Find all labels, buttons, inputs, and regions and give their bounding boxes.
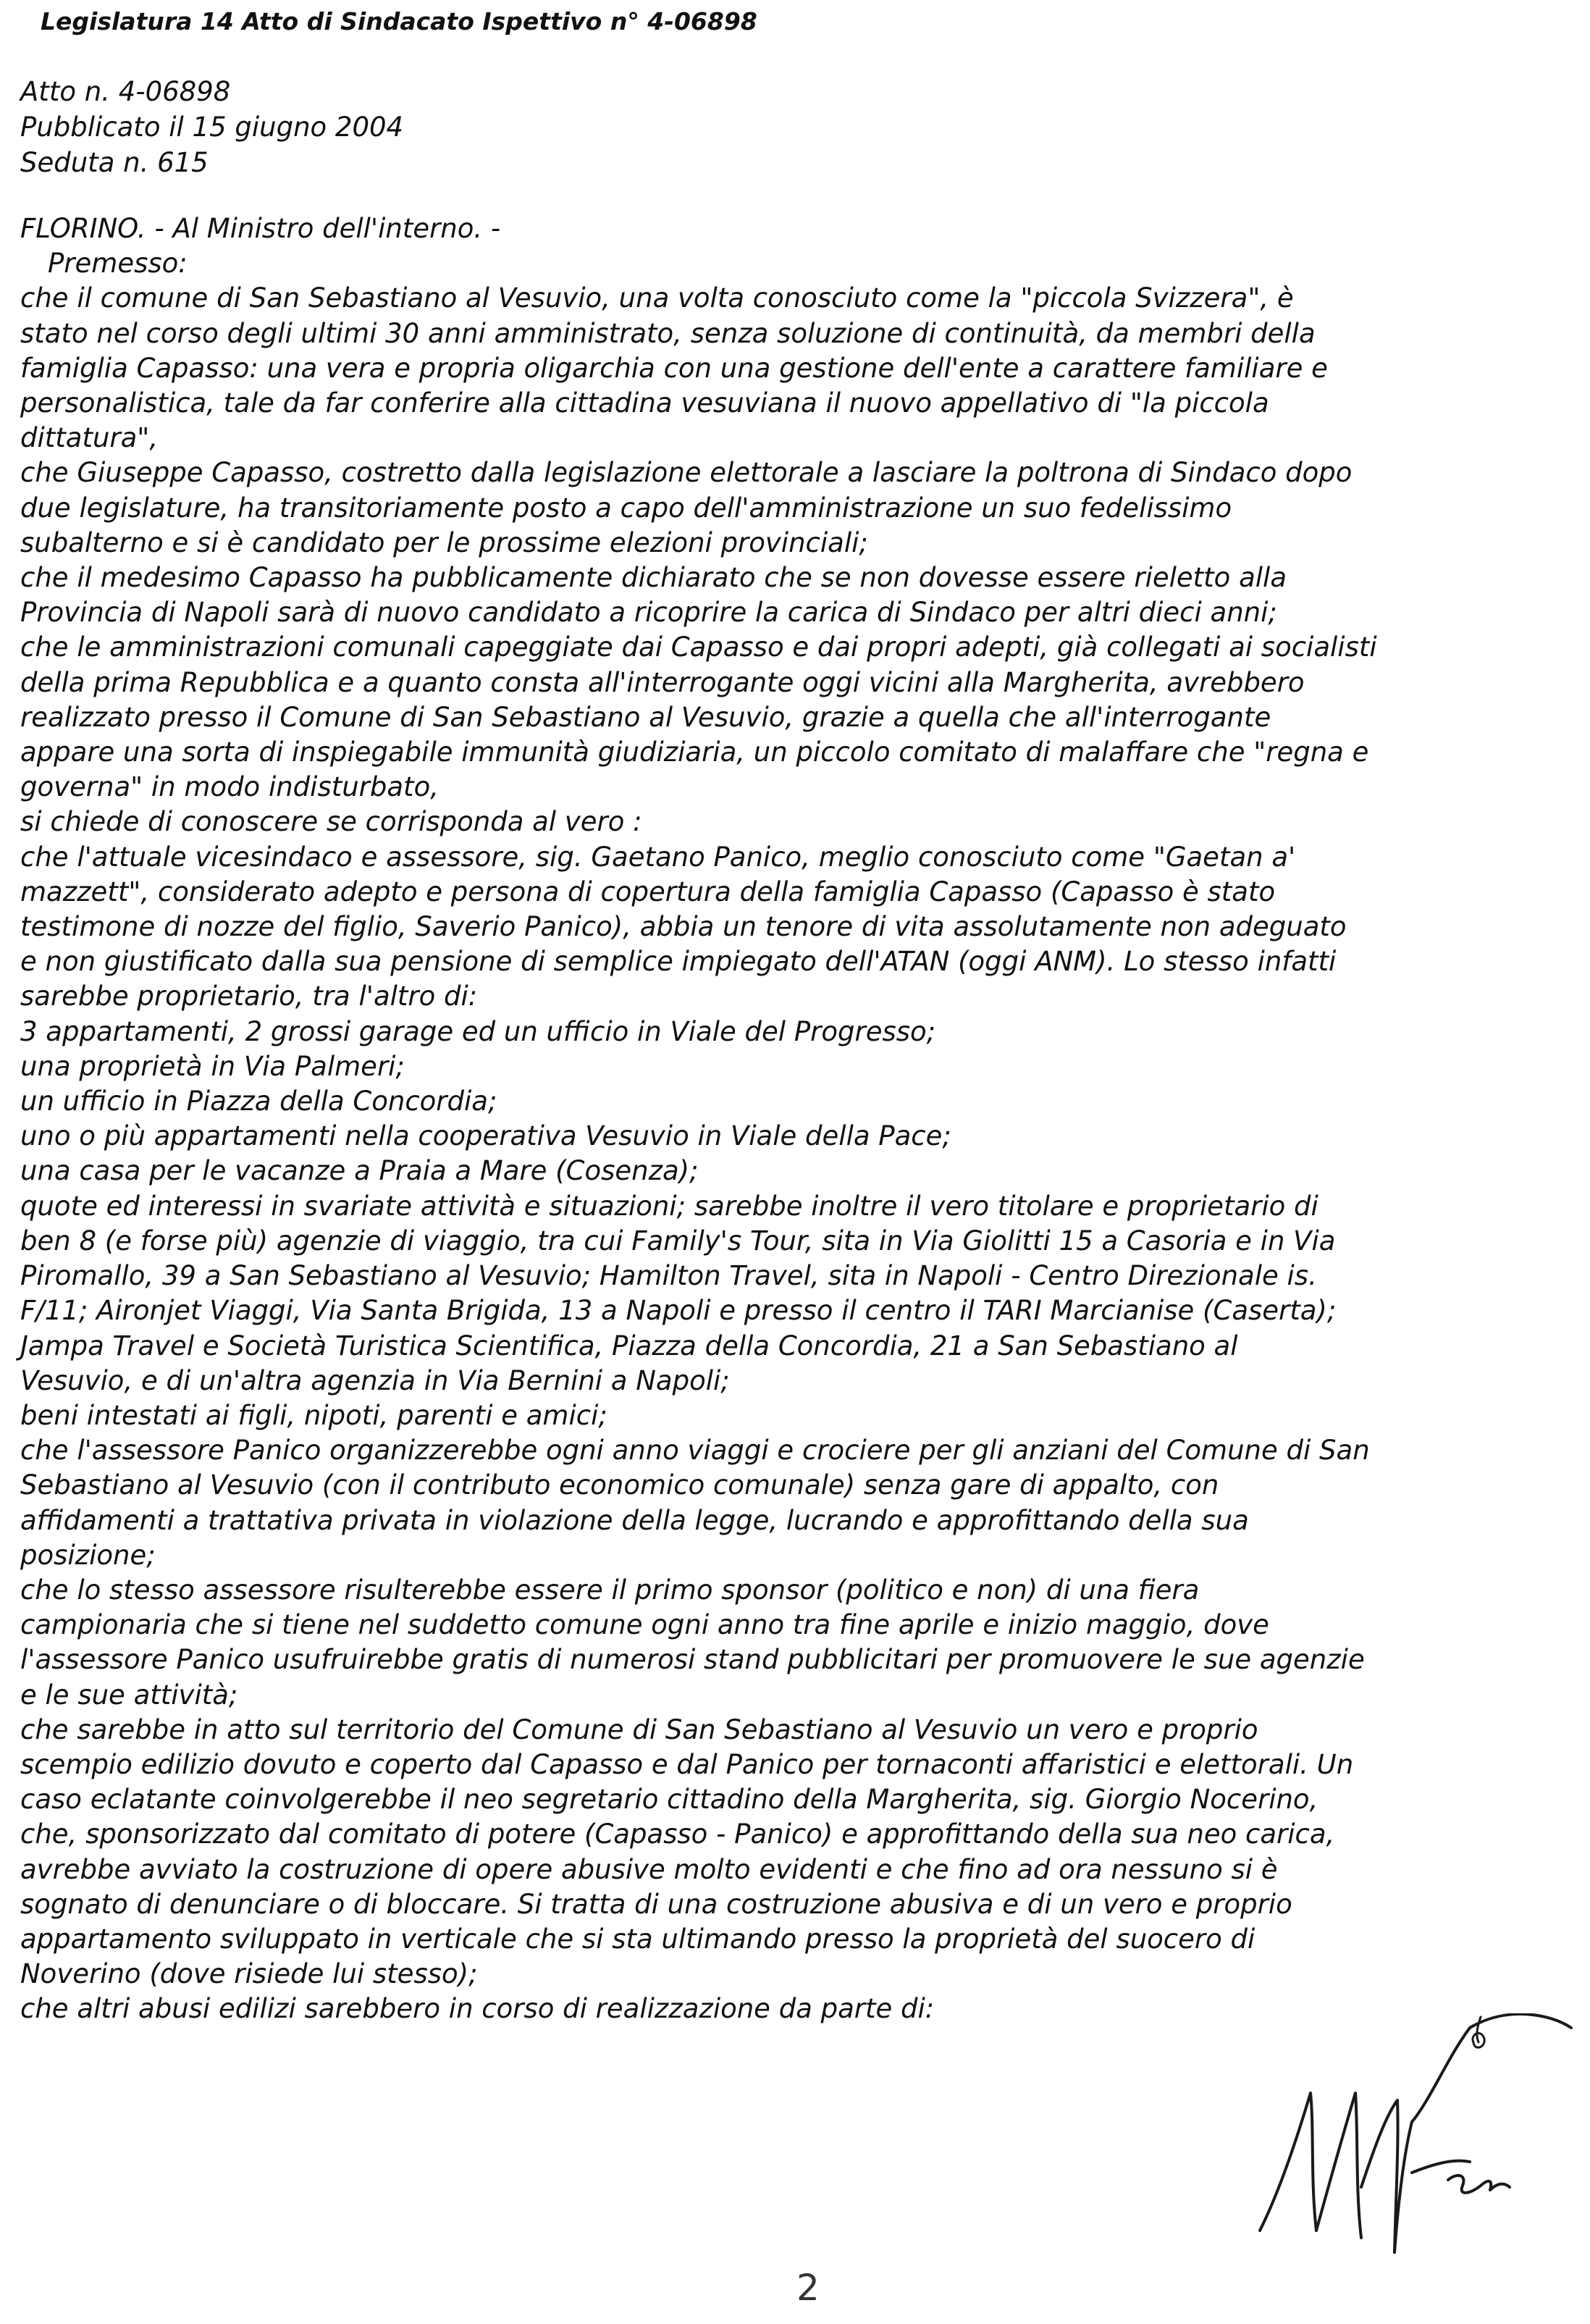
- publication-date: Pubblicato il 15 giugno 2004: [20, 112, 404, 143]
- body-line: che le amministrazioni comunali capeggiate dai Capasso e dai propri adepti, già collegati ai socialisti: [20, 632, 1377, 663]
- document-body: [20, 211, 1497, 2027]
- body-line: Provincia di Napoli sarà di nuovo candidato a ricoprire la carica di Sindaco per altri dieci anni;: [20, 597, 1277, 629]
- body-line: 3 appartamenti, 2 grossi garage ed un ufficio in Viale del Progresso;: [20, 1015, 936, 1047]
- handwritten-signature: [1231, 2013, 1578, 2260]
- document-header: Legislatura 14 Atto di Sindacato Ispettivo n° 4-06898: [41, 7, 757, 35]
- body-line: ben 8 (e forse più) agenzie di viaggio, tra cui Family's Tour, sita in Via Giolitti 15 a Casoria e in Via: [20, 1225, 1336, 1257]
- body-line: subalterno e si è candidato per le prossime elezioni provinciali;: [20, 527, 868, 558]
- body-line: stato nel corso degli ultimi 30 anni amministrato, senza soluzione di continuità, da membri della: [20, 317, 1316, 349]
- body-line: che il medesimo Capasso ha pubblicamente dichiarato che se non dovesse essere rieletto alla: [20, 562, 1287, 594]
- body-line: governa" in modo indisturbato,: [20, 771, 439, 803]
- body-line: beni intestati ai figli, nipoti, parenti e amici;: [20, 1399, 607, 1431]
- body-line: affidamenti a trattativa privata in violazione della legge, lucrando e approfittando della sua: [20, 1504, 1249, 1536]
- body-line: una proprietà in Via Palmeri;: [20, 1050, 405, 1082]
- body-line: l'assessore Panico usufruirebbe gratis di numerosi stand pubblicitari per promuovere le sue agenzie: [20, 1644, 1365, 1676]
- page-number: 2: [796, 2267, 820, 2309]
- body-line: Vesuvio, e di un'altra agenzia in Via Bernini a Napoli;: [20, 1364, 730, 1396]
- body-line: che Giuseppe Capasso, costretto dalla legislazione elettorale a lasciare la poltrona di Sindaco dopo: [20, 457, 1353, 489]
- body-line: campionaria che si tiene nel suddetto comune ogni anno tra fine aprile e inizio maggio, dove: [20, 1609, 1269, 1641]
- body-line: sognato di denunciare o di bloccare. Si tratta di una costruzione abusiva e di un vero e proprio: [20, 1888, 1292, 1920]
- body-line: mazzett", considerato adepto e persona di copertura della famiglia Capasso (Capasso è stato: [20, 876, 1276, 907]
- body-line: si chiede di conoscere se corrisponda al vero :: [20, 806, 642, 838]
- body-line: che altri abusi edilizi sarebbero in corso di realizzazione da parte di:: [20, 1993, 935, 2025]
- body-line: appartamento sviluppato in verticale che si sta ultimando presso la proprietà del suocero di: [20, 1923, 1255, 1955]
- body-line: un ufficio in Piazza della Concordia;: [20, 1086, 497, 1117]
- act-number: Atto n. 4-06898: [20, 76, 231, 107]
- body-line: Jampa Travel e Società Turistica Scientifica, Piazza della Concordia, 21 a San Sebastiano al: [20, 1330, 1238, 1362]
- body-line: sarebbe proprietario, tra l'altro di:: [20, 981, 478, 1012]
- body-line: che l'assessore Panico organizzerebbe ogni anno viaggi e crociere per gli anziani del Comune di San: [20, 1435, 1370, 1467]
- body-line: due legislature, ha transitoriamente posto a capo dell'amministrazione un suo fedelissimo: [20, 492, 1232, 524]
- act-metadata: [20, 74, 403, 180]
- body-line: uno o più appartamenti nella cooperativa Vesuvio in Viale della Pace;: [20, 1120, 951, 1152]
- body-line: avrebbe avviato la costruzione di opere abusive molto evidenti e che fino ad ora nessuno si è: [20, 1853, 1278, 1885]
- body-line: Noverino (dove risiede lui stesso);: [20, 1958, 478, 1990]
- body-line: che, sponsorizzato dal comitato di potere (Capasso - Panico) e approfittando della sua neo carica,: [20, 1818, 1335, 1850]
- body-line: Piromallo, 39 a San Sebastiano al Vesuvio; Hamilton Travel, sita in Napoli - Centro Direzionale is.: [20, 1260, 1317, 1292]
- body-line: FLORINO. - Al Ministro dell'interno. -: [20, 213, 501, 244]
- body-line: che il comune di San Sebastiano al Vesuvio, una volta conosciuto come la "piccola Svizzera", è: [20, 282, 1294, 314]
- body-line: quote ed interessi in svariate attività e situazioni; sarebbe inoltre il vero titolare e proprietario di: [20, 1190, 1318, 1222]
- body-line: famiglia Capasso: una vera e propria oligarchia con una gestione dell'ente a carattere familiare e: [20, 352, 1328, 384]
- body-line: che lo stesso assessore risulterebbe essere il primo sponsor (politico e non) di una fiera: [20, 1574, 1200, 1606]
- session-number: Seduta n. 615: [20, 147, 209, 178]
- body-line: appare una sorta di inspiegabile immunità giudiziaria, un piccolo comitato di malaffare che "regna e: [20, 737, 1369, 768]
- body-line: che sarebbe in atto sul territorio del Comune di San Sebastiano al Vesuvio un vero e proprio: [20, 1713, 1258, 1745]
- body-line: Sebastiano al Vesuvio (con il contributo economico comunale) senza gare di appalto, con: [20, 1469, 1219, 1501]
- body-line: una casa per le vacanze a Praia a Mare (Cosenza);: [20, 1155, 699, 1187]
- body-line: Premesso:: [48, 248, 188, 280]
- body-line: personalistica, tale da far conferire alla cittadina vesuviana il nuovo appellativo di "la piccola: [20, 387, 1269, 419]
- body-line: realizzato presso il Comune di San Sebastiano al Vesuvio, grazie a quella che all'interrogante: [20, 701, 1271, 733]
- body-line: F/11; Aironjet Viaggi, Via Santa Brigida, 13 a Napoli e presso il centro il TARI Marcianise (Caserta);: [20, 1295, 1337, 1327]
- body-line: testimone di nozze del figlio, Saverio Panico), abbia un tenore di vita assolutamente non adeguato: [20, 911, 1347, 943]
- body-line: e non giustificato dalla sua pensione di semplice impiegato dell'ATAN (oggi ANM). Lo stesso infatti: [20, 946, 1337, 978]
- body-line: caso eclatante coinvolgerebbe il neo segretario cittadino della Margherita, sig. Giorgio Nocerino,: [20, 1784, 1318, 1816]
- body-line: della prima Repubblica e a quanto consta all'interrogante oggi vicini alla Margherita, avrebbero: [20, 666, 1305, 698]
- body-line: che l'attuale vicesindaco e assessore, sig. Gaetano Panico, meglio conosciuto come "Gaetan a': [20, 841, 1296, 873]
- body-line: dittatura",: [20, 422, 159, 454]
- body-line: posizione;: [20, 1539, 156, 1571]
- body-line: e le sue attività;: [20, 1679, 238, 1711]
- body-line: scempio edilizio dovuto e coperto dal Capasso e dal Panico per tornaconti affaristici e elettorali. Un: [20, 1748, 1354, 1780]
